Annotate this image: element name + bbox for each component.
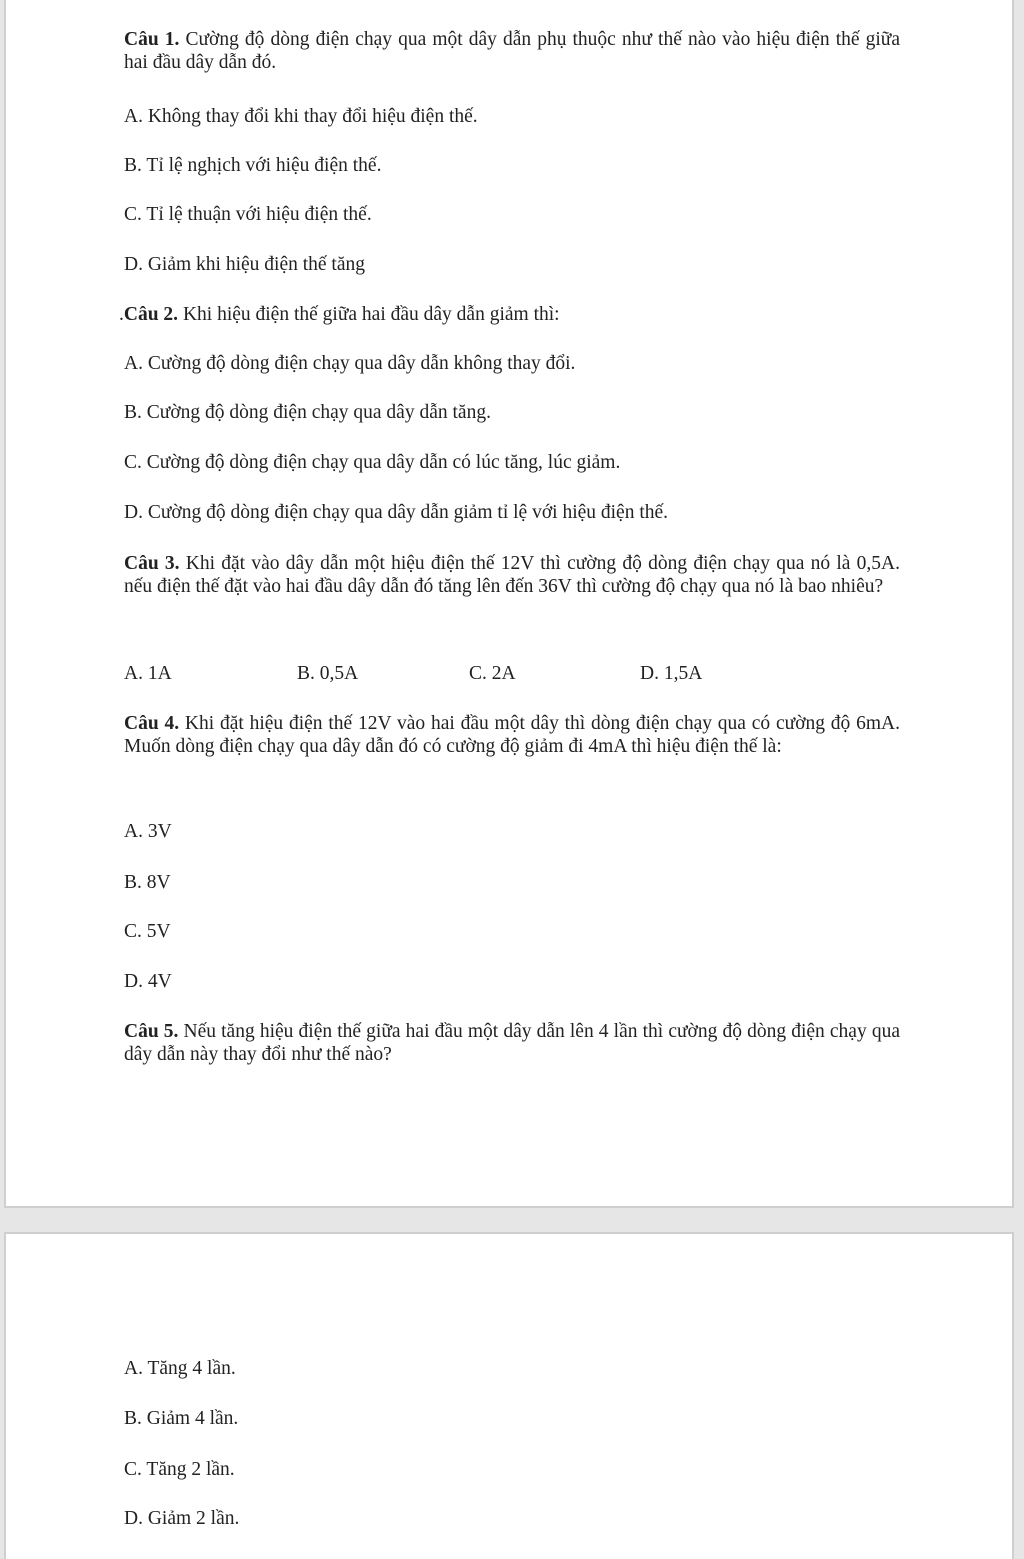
question-2-option-b: B. Cường độ dòng điện chạy qua dây dẫn tăng. [124, 402, 491, 423]
question-3-option-c: C. 2A [469, 663, 516, 684]
question-5-option-d: D. Giảm 2 lần. [124, 1508, 240, 1529]
question-1 [124, 28, 900, 74]
question-5-option-b: B. Giảm 4 lần. [124, 1408, 239, 1429]
question-2 [119, 303, 895, 326]
question-5-text: Nếu tăng hiệu điện thế giữa hai đầu một dây dẫn lên 4 lần thì cường độ dòng điện chạy qua dây dẫn này thay đổi như thế nào? [124, 1021, 900, 1065]
question-1-option-d: D. Giảm khi hiệu điện thế tăng [124, 254, 365, 275]
question-1-text: Cường độ dòng điện chạy qua một dây dẫn phụ thuộc như thế nào vào hiệu điện thế giữa hai đầu dây dẫn đó. [124, 29, 900, 73]
question-2-label: Câu 2. [123, 304, 179, 325]
document-page-2 [4, 1232, 1014, 1559]
question-5-option-c: C. Tăng 2 lần. [124, 1459, 235, 1480]
question-1-option-c: C. Tỉ lệ thuận với hiệu điện thế. [124, 204, 372, 225]
question-4-label: Câu 4. [124, 713, 180, 734]
question-5-option-a: A. Tăng 4 lần. [124, 1358, 236, 1379]
question-3-text: Khi đặt vào dây dẫn một hiệu điện thế 12V thì cường độ dòng điện chạy qua nó là 0,5A. nếu điện thế đặt vào hai đầu dây dẫn đó tăng lên đến 36V thì cường độ chạy qua nó là bao nhiêu? [124, 553, 900, 597]
question-4-option-a: A. 3V [124, 821, 172, 842]
question-4-option-b: B. 8V [124, 872, 171, 893]
question-3-option-d: D. 1,5A [640, 663, 703, 684]
question-2-prefix: . [119, 304, 124, 325]
question-5 [124, 1020, 900, 1066]
cropped-next-line [140, 1553, 860, 1559]
document-page-1 [4, 0, 1014, 1208]
question-3-option-a: A. 1A [124, 663, 172, 684]
question-3-label: Câu 3. [124, 553, 180, 574]
question-1-option-b: B. Tỉ lệ nghịch với hiệu điện thế. [124, 155, 382, 176]
question-3-option-b: B. 0,5A [297, 663, 359, 684]
question-2-option-a: A. Cường độ dòng điện chạy qua dây dẫn không thay đổi. [124, 353, 576, 374]
question-1-option-a: A. Không thay đổi khi thay đổi hiệu điện thế. [124, 106, 478, 127]
question-2-option-d: D. Cường độ dòng điện chạy qua dây dẫn giảm tỉ lệ với hiệu điện thế. [124, 502, 669, 523]
question-3 [124, 552, 900, 598]
question-4-text: Khi đặt hiệu điện thế 12V vào hai đầu một dây thì dòng điện chạy qua có cường độ 6mA. Muốn dòng điện chạy qua dây dẫn đó có cường độ giảm đi 4mA thì hiệu điện thế là: [124, 713, 900, 757]
question-2-text: Khi hiệu điện thế giữa hai đầu dây dẫn giảm thì: [178, 304, 560, 325]
question-4 [124, 712, 900, 758]
question-4-option-c: C. 5V [124, 921, 171, 942]
question-1-label: Câu 1. [124, 29, 180, 50]
question-4-option-d: D. 4V [124, 971, 172, 992]
question-2-option-c: C. Cường độ dòng điện chạy qua dây dẫn có lúc tăng, lúc giảm. [124, 452, 621, 473]
question-5-label: Câu 5. [124, 1021, 179, 1042]
